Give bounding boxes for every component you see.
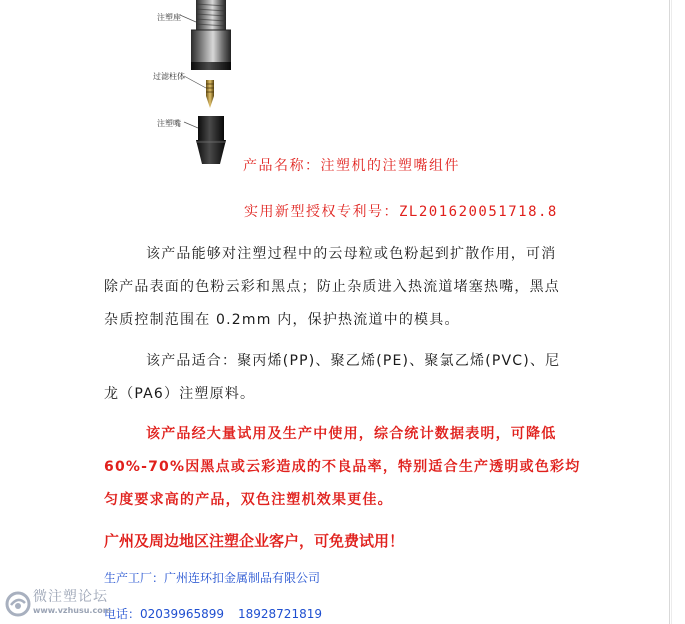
phone-label: 电话： bbox=[104, 607, 141, 621]
free-trial-callout: 广州及周边地区注塑企业客户，可免费试用！ bbox=[104, 532, 405, 550]
patent-number: 实用新型授权专利号：ZL201620051718.8 bbox=[244, 204, 558, 220]
product-photo bbox=[150, 0, 260, 170]
paragraph-line: 杂质控制范围在 0.2mm 内，保护热流道中的模具。 bbox=[104, 312, 460, 328]
phone-number-1: 02039965899 bbox=[140, 607, 224, 621]
paragraph-line: 除产品表面的色粉云彩和黑点；防止杂质进入热流道堵塞热嘴，黑点 bbox=[104, 279, 560, 295]
nozzle-assembly-image bbox=[150, 0, 260, 170]
label-nozzle-seat: 注塑座 bbox=[157, 13, 181, 22]
results-paragraph bbox=[104, 418, 584, 517]
forum-watermark bbox=[4, 586, 124, 622]
product-name: 产品名称：注塑机的注塑嘴组件 bbox=[243, 158, 460, 174]
applicable-materials-paragraph bbox=[104, 345, 584, 411]
paragraph-line: 60%-70%因黑点或云彩造成的不良品率，特别适合生产透明或色彩均 bbox=[104, 459, 581, 475]
paragraph-line: 匀度要求高的产品，双色注塑机效果更佳。 bbox=[104, 492, 393, 508]
watermark-url: www.vzhusu.com bbox=[33, 606, 112, 615]
label-nozzle-tip: 注塑嘴 bbox=[157, 119, 181, 128]
paragraph-line: 该产品适合：聚丙烯(PP)、聚乙烯(PE)、聚氯乙烯(PVC)、尼 bbox=[146, 353, 561, 369]
phone-number-2: 18928721819 bbox=[238, 607, 322, 621]
description-paragraph bbox=[104, 238, 584, 337]
scroll-gutter bbox=[671, 0, 685, 624]
factory-info: 生产工厂：广州连环扣金属制品有限公司 bbox=[104, 571, 321, 585]
paragraph-line: 龙（PA6）注塑原料。 bbox=[104, 386, 256, 402]
paragraph-line: 该产品经大量试用及生产中使用，综合统计数据表明，可降低 bbox=[146, 426, 557, 442]
label-filter-column: 过滤柱体 bbox=[153, 72, 185, 81]
forum-logo-icon bbox=[4, 590, 32, 618]
page-edge bbox=[669, 0, 670, 624]
paragraph-line: 该产品能够对注塑过程中的云母粒或色粉起到扩散作用，可消 bbox=[146, 246, 557, 262]
watermark-name: 微注塑论坛 bbox=[33, 589, 108, 605]
phone-info bbox=[104, 605, 336, 622]
